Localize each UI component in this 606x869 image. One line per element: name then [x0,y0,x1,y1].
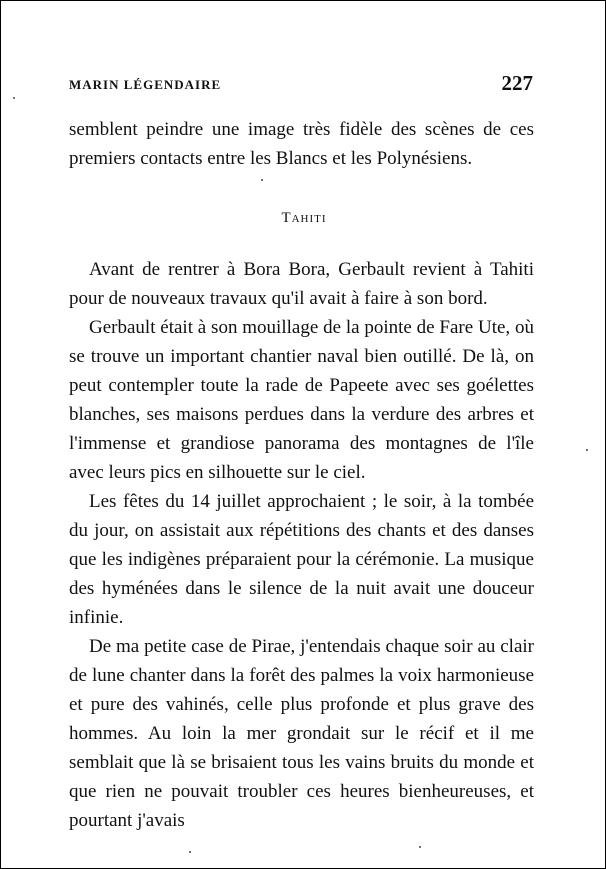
opening-paragraph [69,115,534,173]
print-speck [261,179,263,181]
main-text [69,255,534,835]
paragraph: Les fêtes du 14 juillet approchaient ; le soir, à la tombée du jour, on assistait aux répétitions des chants et des danses que les indigènes préparaient pour la cérémonie. La musique des hyménées dans le silence de la nuit avait une douceur infinie. [69,491,534,628]
paragraph-text: semblent peindre une image très fidèle des scènes de ces premiers contacts entre les Blancs et les Polynésiens. [69,119,534,169]
paragraph: Gerbault était à son mouillage de la pointe de Fare Ute, où se trouve un important chantier naval bien outillé. De là, on peut contempler toute la rade de Papeete avec ses goélettes blanches, ses maisons perdues dans la verdure des arbres et l'immense et grandiose panorama des montagnes de l'île avec leurs pics en silhouette sur le ciel. [69,317,534,483]
running-title: MARIN LÉGENDAIRE [69,77,222,92]
print-speck [13,97,15,99]
paragraph: De ma petite case de Pirae, j'entendais chaque soir au clair de lune chanter dans la forêt des palmes la voix harmonieuse et pure des vahinés, celle plus profonde et plus grave des hommes. Au loin la mer grondait sur le récif et il me semblait que là se brisaient tous les vains bruits du monde et que rien ne pouvait troubler ces heures bienheureuses, et pourtant j'avais [69,636,534,831]
paragraph: Avant de rentrer à Bora Bora, Gerbault revient à Tahiti pour de nouveaux travaux qu'il avait à faire à son bord. [69,259,534,309]
page-number: 227 [501,71,533,95]
section-title: Tahiti [281,210,327,226]
print-speck [419,846,421,848]
print-speck [586,449,588,451]
print-speck [189,851,191,853]
